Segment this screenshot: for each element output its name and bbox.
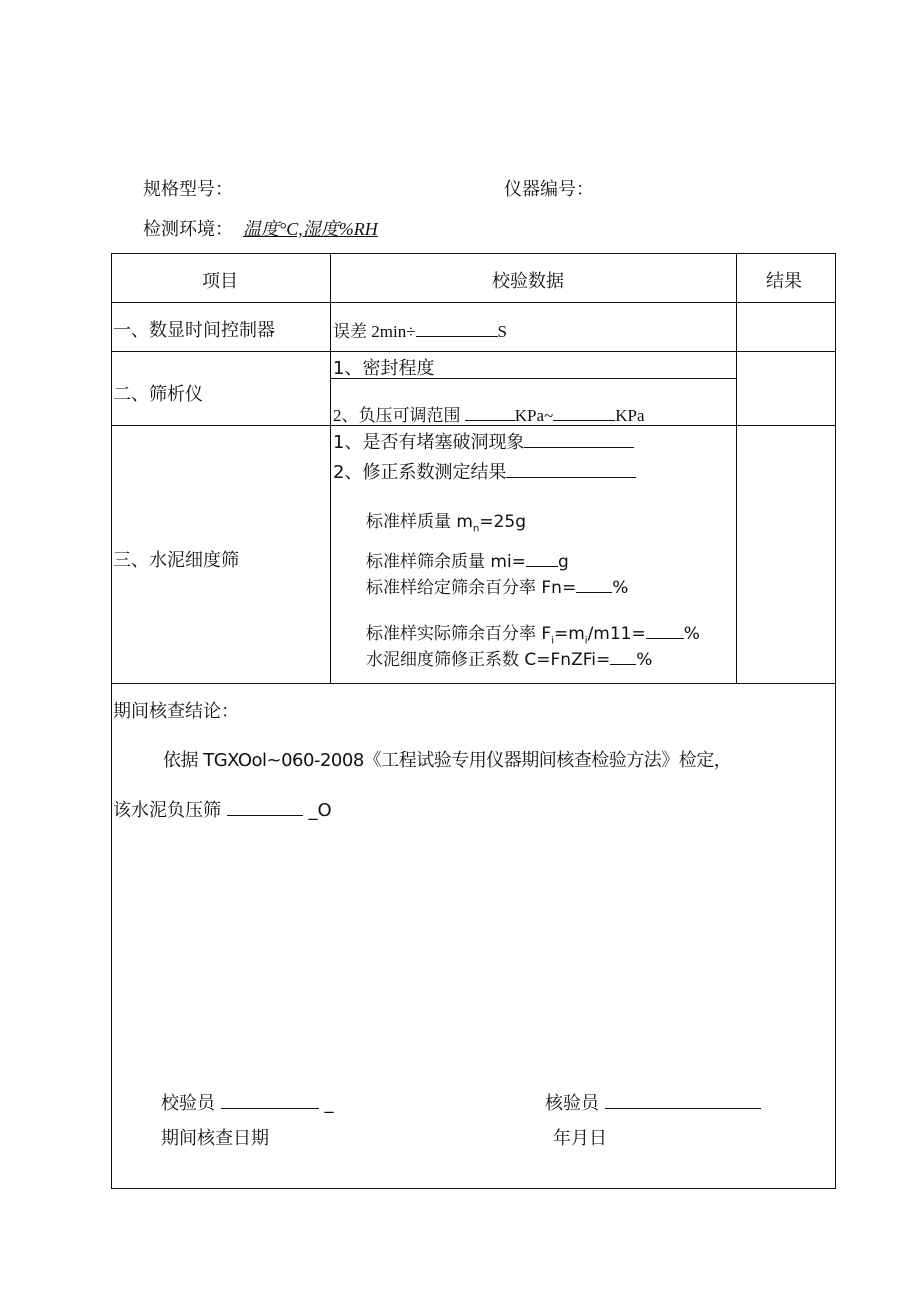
residue-unit: g [557,552,569,572]
blockage-check-label: 1、是否有堵塞破洞现象 [333,432,525,453]
calibrator-blank [221,1092,319,1109]
pressure-range-prefix: 2、负压可调范围 [333,406,461,425]
actual-mid: =m [553,624,585,644]
calibrator-label: 校验员 [161,1093,215,1114]
checker-label: 核验员 [545,1093,599,1114]
correction-factor-result [333,458,636,484]
checker-blank [605,1092,761,1109]
timer-error-unit: S [497,322,507,341]
blockage-check-blank [524,433,634,448]
calibrator-signature [161,1089,333,1115]
pressure-max-blank [553,404,615,421]
given-unit: % [612,578,629,598]
actual-sub-2: i [584,635,588,647]
actual-unit: % [683,624,700,644]
pressure-min-blank [465,404,515,421]
standard-sample-mass [366,507,526,534]
given-prefix: 标准样给定筛余百分率 Fn= [366,578,577,598]
residue-prefix: 标准样筛余质量 mi= [366,552,526,572]
correction-factor-label: 2、修正系数测定结果 [333,462,507,483]
spec-model-label: 规格型号： [143,179,233,200]
actual-rest: /m11= [587,624,646,644]
check-date-value: 年月日 [553,1128,607,1149]
conclusion-result-blank [227,799,303,816]
given-residue-percent [366,573,628,598]
coef-unit: % [636,650,653,670]
instrument-number-label: 仪器编号： [504,179,594,200]
actual-residue-percent [366,619,700,646]
pressure-min-unit: KPa~ [514,406,554,425]
actual-prefix: 标准样实际筛余百分率 F [366,624,552,644]
timer-error-field [333,317,507,342]
timer-error-blank [416,320,498,337]
column-header-item: 项目 [202,271,238,292]
environment-value: 温度°C,湿度%RH [243,219,378,239]
sealing-degree-label: 1、密封程度 [333,358,435,379]
column-header-result: 结果 [766,271,802,292]
sieve-correction-coefficient [366,645,652,670]
conclusion-label: 期间核查结论： [113,701,239,722]
column-header-data: 校验数据 [492,271,564,292]
row-item-sieve-analyzer: 二、筛析仪 [113,384,203,405]
actual-blank [646,622,684,639]
check-date-label: 期间核查日期 [161,1128,269,1149]
row-item-fineness-sieve: 三、水泥细度筛 [113,550,239,571]
standard-residue-mass [366,547,569,572]
coef-prefix: 水泥细度筛修正系数 C=FnZFi= [366,650,611,670]
conclusion-result-prefix: 该水泥负压筛 [113,800,221,821]
mass-subscript: n [472,523,480,535]
checker-signature [545,1089,761,1115]
mass-value: =25g [479,512,526,532]
coef-blank [610,648,636,665]
mass-prefix: 标准样质量 m [366,512,473,532]
residue-blank [526,550,558,567]
row-item-timer: 一、数显时间控制器 [113,320,275,341]
given-blank [576,576,612,593]
pressure-max-unit: KPa [615,406,645,425]
correction-factor-blank [506,463,636,478]
actual-sub-1: i [551,635,554,647]
calibrator-tail: _ [324,1093,334,1114]
conclusion-text: 依据 TGXOol~060-2008《工程试验专用仪器期间核查检验方法》检定， [163,750,732,771]
negative-pressure-range [333,401,645,426]
conclusion-result [113,796,332,822]
environment-label: 检测环境： [143,219,233,240]
timer-error-prefix: 误差 2min÷ [333,322,416,341]
conclusion-result-suffix: _O [308,800,332,821]
blockage-check [333,428,634,454]
